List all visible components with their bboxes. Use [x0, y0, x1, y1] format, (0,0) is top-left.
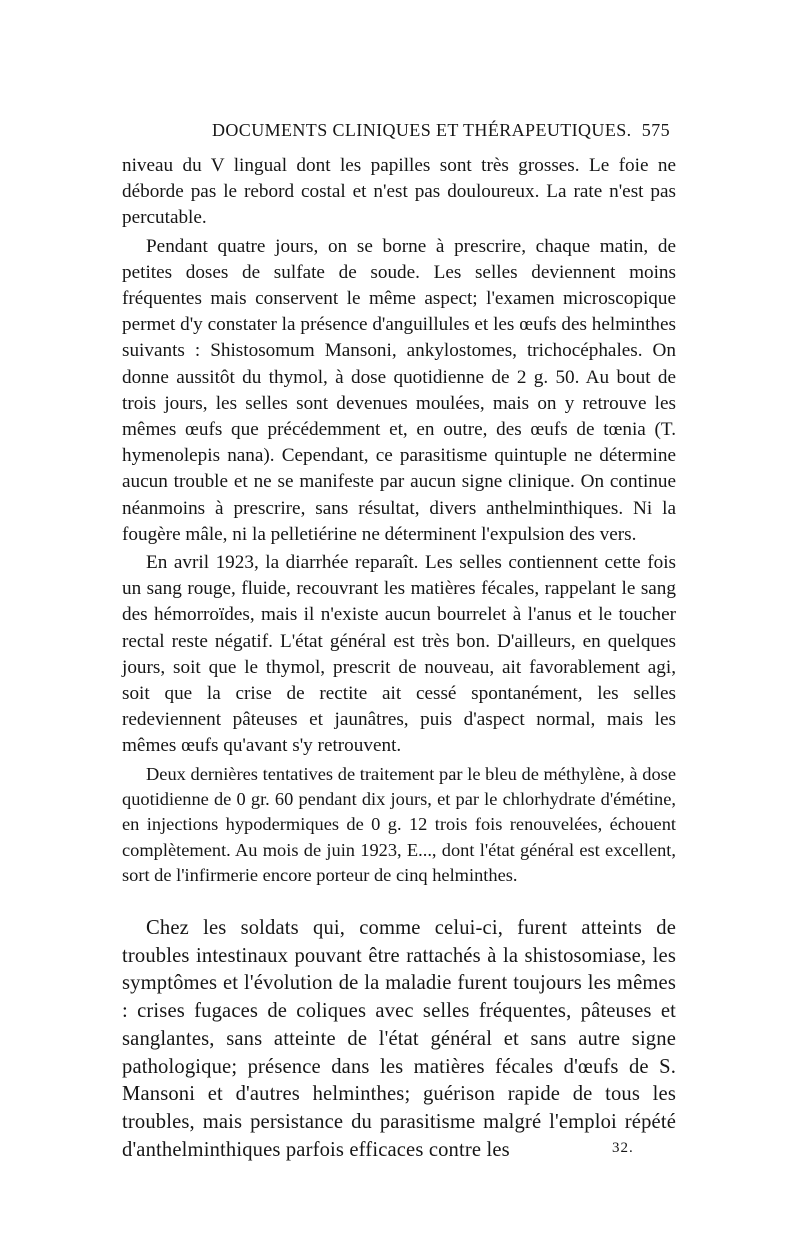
body-text — [122, 153, 676, 1165]
paragraph-3: En avril 1923, la diarrhée reparaît. Les selles contiennent cette fois un sang rouge, fluide, recouvrant les matières fécales, rappelant le sang des hémorroïdes, mais il n'existe aucun bourrelet à l'anus et le toucher rectal reste négatif. L'état général est très bon. D'ailleurs, en quelques jours, soit que le thymol, prescrit de nouveau, ait favorablement agi, soit que la crise de rectite ait cessé spontanément, les selles redeviennent pâteuses et jaunâtres, puis d'aspect normal, mais les mêmes œufs qu'avant s'y retrouvent. — [122, 552, 676, 757]
paragraph-5: Chez les soldats qui, comme celui-ci, furent atteints de troubles intestinaux pouvant être rattachés à la shistosomiase, les symptômes et l'évolution de la maladie furent toujours les mêmes : crises fugaces de coliques avec selles fréquentes, pâteuses et sanglantes, sans atteinte de l'état général et sans autre signe pathologique; présence dans les matières fécales d'œufs de S. Mansoni et d'autres helminthes; guérison rapide de tous les troubles, mais persistance du parasitisme malgré l'emploi répété d'anthelminthiques parfois efficaces contre les — [122, 916, 676, 1162]
page-number: 575 — [641, 120, 670, 140]
section-separator — [122, 889, 676, 915]
paragraph-4: Deux dernières tentatives de traitement par le bleu de méthylène, à dose quotidienne de 0 gr. 60 pendant dix jours, et par le chlorhydrate d'émétine, en injections hypodermiques de 0 g. 12 trois fois renouvelées, échouent complètement. Au mois de juin 1923, E..., dont l'état général est excellent, sort de l'infirmerie encore porteur de cinq helminthes. — [122, 763, 676, 886]
paragraph-1: niveau du V lingual dont les papilles sont très grosses. Le foie ne déborde pas le rebord costal et n'est pas douloureux. La rate n'est pas percutable. — [122, 155, 676, 229]
header-title: DOCUMENTS CLINIQUES ET THÉRAPEUTIQUES. — [212, 120, 632, 140]
signature-mark: 32. — [612, 1140, 634, 1156]
paragraph-2: Pendant quatre jours, on se borne à prescrire, chaque matin, de petites doses de sulfate de soude. Les selles deviennent moins fréquentes mais conservent le même aspect; l'examen microscopique permet d'y constater la présence d'anguillules et les œufs des helminthes suivants : Shistosomum Mansoni, ankylostomes, trichocéphales. On donne aussitôt du thymol, à dose quotidienne de 2 g. 50. Au bout de trois jours, les selles sont devenues moulées, mais on y retrouve les mêmes œufs que précédemment et, en outre, des œufs de tœnia (T. hymenolepis nana). Cependant, ce parasitisme quintuple ne détermine aucun trouble et ne se manifeste par aucun signe clinique. On continue néanmoins à prescrire, sans résultat, divers anthelminthiques. Ni la fougère mâle, ni la pelletiérine ne déterminent l'expulsion des vers. — [122, 235, 676, 545]
